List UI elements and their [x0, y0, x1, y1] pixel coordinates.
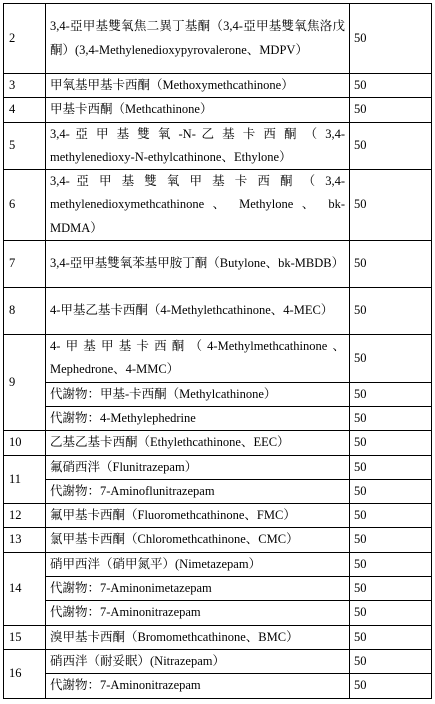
row-number: 11 [4, 455, 46, 504]
substance-name-cell: 代謝物：7-Aminoflunitrazepam [46, 479, 350, 503]
substance-name-cell: 甲基卡西酮（Methcathinone） [46, 98, 350, 122]
table-row [4, 552, 432, 576]
table-row [4, 288, 432, 335]
substance-name-cell: 代謝物：7-Aminonitrazepam [46, 674, 350, 698]
table-row [4, 601, 432, 625]
substance-name-cell: 4-甲基甲基卡西酮（4-Methylmethcathinone、Mephedrone、4-MMC） [46, 335, 350, 383]
substance-name-cell: 氟硝西泮（Flunitrazepam） [46, 455, 350, 479]
table-row [4, 98, 432, 122]
table-row [4, 455, 432, 479]
limit-value-cell: 50 [350, 335, 432, 383]
limit-value-cell: 50 [350, 122, 432, 170]
limit-value-cell: 50 [350, 74, 432, 98]
table-body [4, 4, 432, 699]
row-number: 5 [4, 122, 46, 170]
table-row [4, 170, 432, 241]
limit-value-cell: 50 [350, 552, 432, 576]
limit-value-cell: 50 [350, 406, 432, 430]
substance-name-cell: 3,4- 亞 甲 基 雙 氧 -N- 乙 基 卡 西 酮 （ 3,4-methylenedioxy-N-ethylcathinone、Ethylone） [46, 122, 350, 170]
table-row [4, 674, 432, 698]
limit-value-cell: 50 [350, 504, 432, 528]
substance-name-cell: 代謝物：7-Aminonimetazepam [46, 577, 350, 601]
row-number: 3 [4, 74, 46, 98]
table-row [4, 625, 432, 649]
substance-name-cell: 乙基乙基卡西酮（Ethylethcathinone、EEC） [46, 431, 350, 455]
row-number: 12 [4, 504, 46, 528]
table-row [4, 74, 432, 98]
table-row [4, 406, 432, 430]
table-row [4, 479, 432, 503]
limit-value-cell: 50 [350, 577, 432, 601]
row-number: 10 [4, 431, 46, 455]
document-page [3, 3, 432, 699]
limit-value-cell: 50 [350, 479, 432, 503]
substance-name-cell: 代謝物：4-Methylephedrine [46, 406, 350, 430]
substance-name-cell: 溴甲基卡西酮（Bromomethcathinone、BMC） [46, 625, 350, 649]
row-number: 4 [4, 98, 46, 122]
row-number: 6 [4, 170, 46, 241]
row-number: 8 [4, 288, 46, 335]
row-number: 13 [4, 528, 46, 552]
substance-name-cell: 硝西泮（耐妥眠）(Nitrazepam） [46, 649, 350, 673]
substance-name-cell: 氯甲基卡西酮（Chloromethcathinone、CMC） [46, 528, 350, 552]
row-number: 9 [4, 335, 46, 431]
substance-name-cell: 3,4- 亞 甲 基 雙 氧 甲 基 卡 西 酮 （ 3,4-methylenedioxymethcathinone 、 Methylone 、 bk-MDMA） [46, 170, 350, 241]
row-number: 16 [4, 649, 46, 698]
substance-name-cell: 氟甲基卡西酮（Fluoromethcathinone、FMC） [46, 504, 350, 528]
limit-value-cell: 50 [350, 431, 432, 455]
limit-value-cell: 50 [350, 674, 432, 698]
row-number: 2 [4, 4, 46, 74]
limit-value-cell: 50 [350, 4, 432, 74]
row-number: 7 [4, 241, 46, 288]
limit-value-cell: 50 [350, 649, 432, 673]
table-row [4, 122, 432, 170]
table-row [4, 577, 432, 601]
substance-name-cell: 4-甲基乙基卡西酮（4-Methylethcathinone、4-MEC） [46, 288, 350, 335]
limit-value-cell: 50 [350, 241, 432, 288]
limit-value-cell: 50 [350, 170, 432, 241]
table-row [4, 504, 432, 528]
row-number: 14 [4, 552, 46, 625]
limit-value-cell: 50 [350, 382, 432, 406]
substance-name-cell: 3,4-亞甲基雙氧焦二異丁基酮（3,4-亞甲基雙氧焦洛戊酮）(3,4-Methylenedioxypyrovalerone、MDPV） [46, 4, 350, 74]
row-number: 15 [4, 625, 46, 649]
table-row [4, 528, 432, 552]
limit-value-cell: 50 [350, 601, 432, 625]
table-row [4, 241, 432, 288]
limit-value-cell: 50 [350, 528, 432, 552]
table-row [4, 382, 432, 406]
substance-name-cell: 甲氧基甲基卡西酮（Methoxymethcathinone） [46, 74, 350, 98]
substance-name-cell: 硝甲西泮（硝甲氮平）(Nimetazepam） [46, 552, 350, 576]
table-row [4, 335, 432, 383]
table-row [4, 431, 432, 455]
substance-table [3, 3, 432, 699]
table-row [4, 4, 432, 74]
limit-value-cell: 50 [350, 98, 432, 122]
substance-name-cell: 代謝物：7-Aminonitrazepam [46, 601, 350, 625]
limit-value-cell: 50 [350, 625, 432, 649]
substance-name-cell: 代謝物：甲基-卡西酮（Methylcathinone） [46, 382, 350, 406]
substance-name-cell: 3,4-亞甲基雙氧苯基甲胺丁酮（Butylone、bk-MBDB） [46, 241, 350, 288]
limit-value-cell: 50 [350, 288, 432, 335]
limit-value-cell: 50 [350, 455, 432, 479]
table-row [4, 649, 432, 673]
